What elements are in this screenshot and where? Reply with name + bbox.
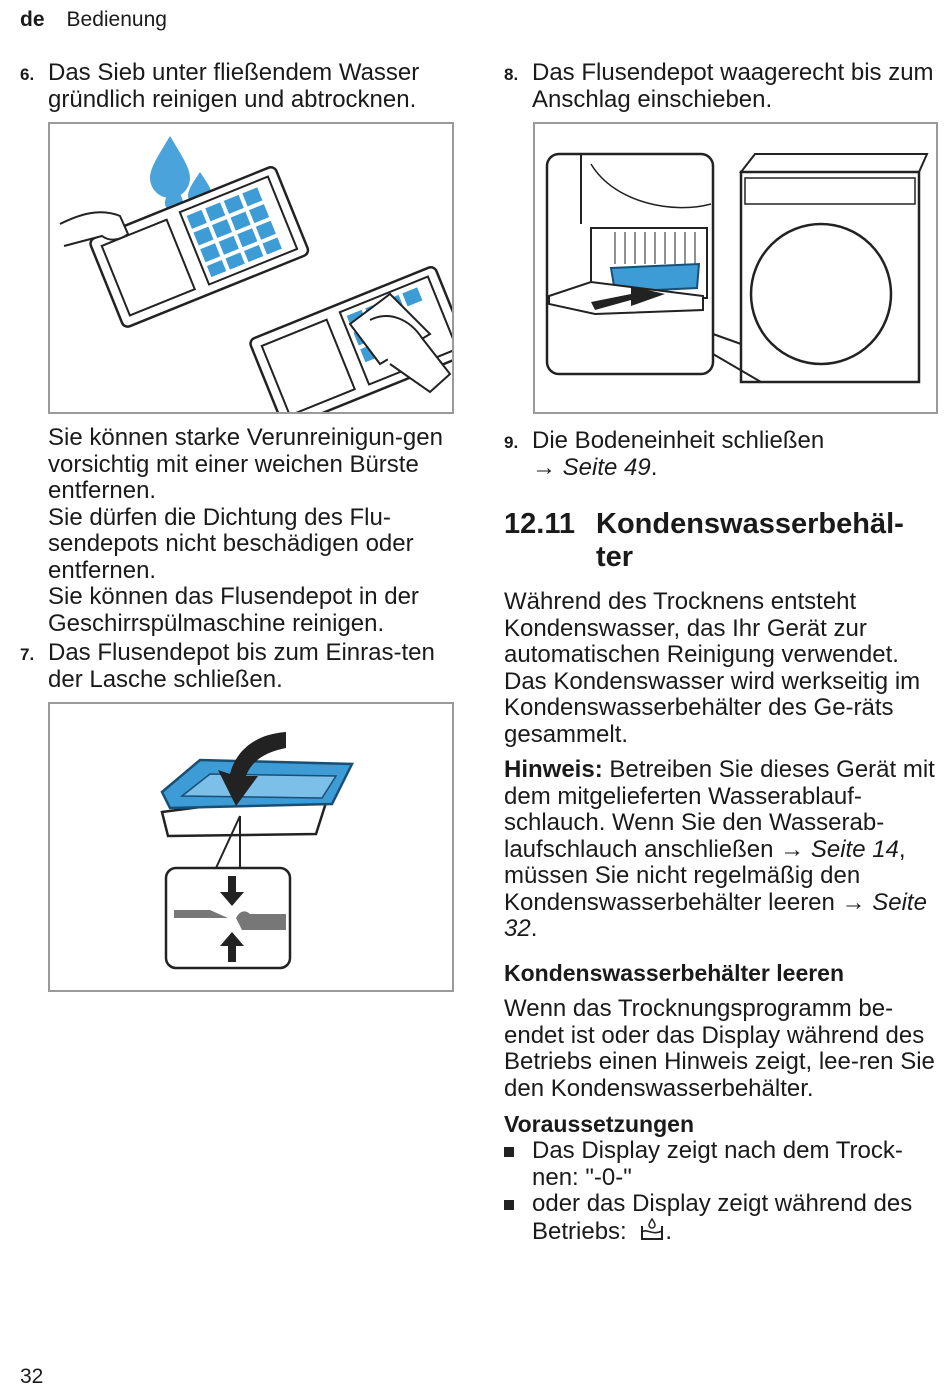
language-code: de xyxy=(20,8,45,31)
note: Sie können starke Verunreinigun-gen vorsichtig mit einer weichen Bürste entfernen. xyxy=(48,424,443,504)
close-filter-illustration xyxy=(50,704,452,990)
notes-block xyxy=(48,425,458,637)
page-reference-link[interactable]: → Seite 32 xyxy=(504,888,927,942)
hint-label: Hinweis: xyxy=(504,756,603,783)
page-number: 32 xyxy=(20,1365,44,1388)
step-number: 7. xyxy=(20,645,35,664)
page-reference-link[interactable]: → Seite 14 xyxy=(780,835,899,863)
note: Sie dürfen die Dichtung des Flu-sendepots nicht beschädigen oder entfernen. xyxy=(48,503,414,584)
figure-insert-filter xyxy=(533,122,938,414)
subheading-empty-container: Kondenswasserbehälter leeren xyxy=(504,960,845,986)
step-9: 9. Die Bodeneinheit schließen → Seite 49. xyxy=(504,427,825,481)
step-number: 8. xyxy=(504,65,519,84)
bullet-icon xyxy=(504,1147,514,1157)
figure-close-filter xyxy=(48,702,454,992)
water-drop-icon xyxy=(150,136,190,198)
list-item: oder das Display zeigt während des Betriebs: . xyxy=(504,1191,939,1245)
step-text: Das Flusendepot waagerecht bis zum Anschlag einschieben. xyxy=(532,59,934,113)
step-text: Das Sieb unter fließendem Wasser gründlich reinigen und abtrocknen. xyxy=(48,59,420,113)
list-item: Das Display zeigt nach dem Trock-nen: "-0-" xyxy=(504,1138,939,1191)
clean-filter-illustration xyxy=(50,124,452,412)
section-number: 12.11 xyxy=(504,508,575,540)
step-text: Das Flusendepot bis zum Einras-ten der Lasche schließen. xyxy=(48,639,435,693)
insert-filter-illustration xyxy=(535,124,936,412)
page-header xyxy=(20,8,167,32)
step-7 xyxy=(20,640,460,693)
section-name: Bedienung xyxy=(66,8,167,31)
bullet-icon xyxy=(504,1200,514,1210)
section-heading: 12.11 Kondenswasserbehäl- ter xyxy=(504,508,939,574)
empty-container-paragraph: Wenn das Trocknungsprogramm be-endet ist oder das Display während des Betriebs einen Hinweis zeigt, lee-ren Sie den Kondenswasserbehälter. xyxy=(504,995,935,1102)
step-8 xyxy=(504,60,939,113)
page-reference-link[interactable]: → Seite 49 xyxy=(532,453,651,481)
step-number: 9. xyxy=(504,433,519,452)
prerequisites-heading: Voraussetzungen xyxy=(504,1111,694,1137)
section-title: Kondenswasserbehäl- xyxy=(596,508,904,540)
step-6 xyxy=(20,60,460,113)
figure-clean-filter xyxy=(48,122,454,414)
dryer-door xyxy=(751,224,891,364)
step-text: Die Bodeneinheit schließen xyxy=(532,427,825,454)
intro-paragraph: Während des Trocknens entsteht Kondenswasser, das Ihr Gerät zur automatischen Reinigung verwendet. Das Kondenswasser wird werkseitig im Kondenswasserbehälter des Ge-räts gesammelt. xyxy=(504,588,921,748)
step-number: 6. xyxy=(20,65,35,84)
note: Sie können das Flusendepot in der Geschirrspülmaschine reinigen. xyxy=(48,583,419,637)
water-container-icon xyxy=(639,1218,665,1242)
hint-paragraph: Hinweis: Betreiben Sie dieses Gerät mit dem mitgelieferten Wasserablauf-schlauch. Wenn Sie den Wasserab-laufschlauch anschließen → Seite 14, müssen Sie nicht regelmäßig den Kondenswasserbehälter leeren → Seite 32. xyxy=(504,756,935,942)
